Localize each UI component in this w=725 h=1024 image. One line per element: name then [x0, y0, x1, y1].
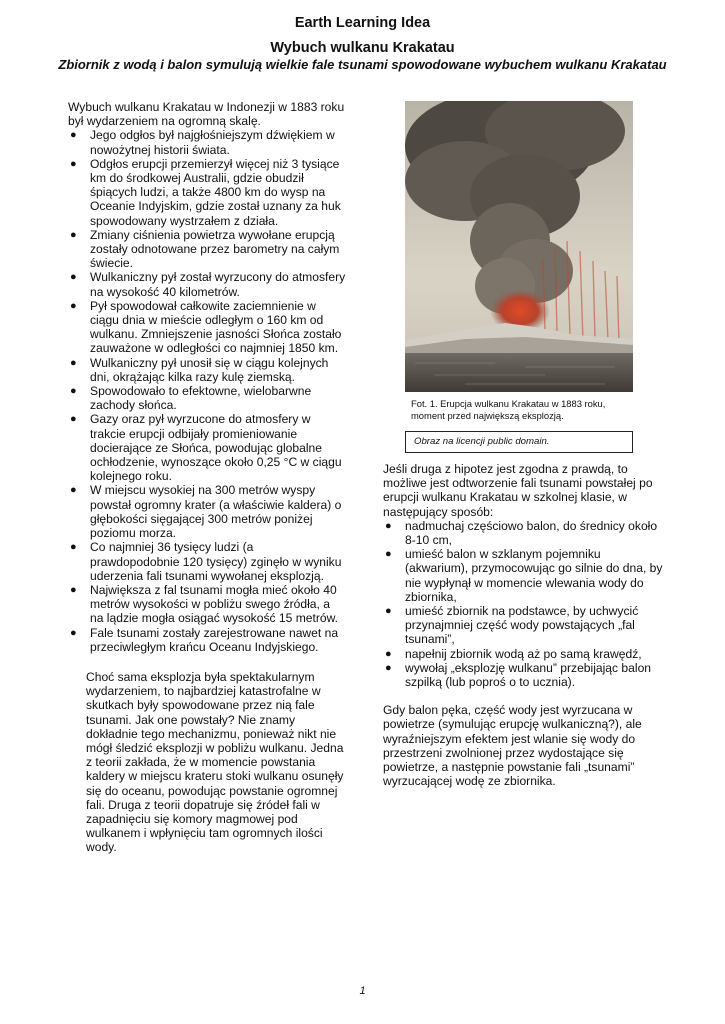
list-item: ● Wulkaniczny pył został wyrzucony do atmosfery na wysokość 40 kilometrów. — [70, 270, 346, 299]
organization-name: Earth Learning Idea — [294, 15, 431, 31]
list-item: ● umieść zbiornik na podstawce, by uchwycić przynajmniej część wody powstających „fal tsunami”, — [385, 604, 639, 647]
document-title: Wybuch wulkanu Krakatau — [270, 40, 455, 56]
list-item: ● Jego odgłos był najgłośniejszym dźwiękiem w nowożytnej historii świata. — [70, 128, 335, 157]
list-item: ● nadmuchaj częściowo balon, do średnicy około 8-10 cm, — [385, 518, 658, 548]
list-item: ● Fale tsunami zostały zarejestrowane nawet na przeciwległym krańcu Oceanu Indyjskiego. — [70, 625, 339, 654]
bullet-icon: ● — [70, 626, 77, 639]
bullet-icon: ● — [70, 271, 77, 284]
left-intro: Wybuch wulkanu Krakatau w Indonezji w 1883 roku był wydarzeniem na ogromną skalę. — [68, 100, 345, 129]
bullet-icon: ● — [70, 299, 77, 312]
bullet-icon: ● — [70, 228, 77, 241]
bullet-icon: ● — [70, 129, 77, 142]
bullet-icon: ● — [385, 548, 392, 561]
krakatau-eruption-image — [405, 101, 633, 392]
right-intro: Jeśli druga z hipotez jest zgodna z prawdą, to możliwe jest odtworzenie fali tsunami powstałej po erupcji wulkanu Krakatau w szkolnej klasie, w następujący sposób: — [383, 462, 653, 519]
left-column — [68, 100, 346, 855]
bullet-icon: ● — [385, 519, 392, 532]
figure-caption: Fot. 1. Erupcja wulkanu Krakatau w 1883 roku, moment przed największą eksplozją. — [411, 398, 606, 421]
list-item: ● Pył spowodował całkowite zaciemnienie w ciągu dnia w mieście odległym o 160 km od wulkanu. Zmniejszenie jasności Słońca zostało zauważone w odległości co najmniej 1850 km. — [70, 298, 342, 356]
bullet-icon: ● — [70, 157, 77, 170]
steps-list — [383, 519, 663, 689]
list-item: ● umieść balon w szklanym pojemniku (akwarium), przymocowując go silnie do dna, by nie wypłynął w momencie wlewania wody do zbiornika, — [385, 547, 663, 604]
list-item: ● Spowodowało to efektowne, wielobarwne zachody słońca. — [70, 384, 312, 413]
list-item: ● napełnij zbiornik wodą aż po samą krawędź, — [385, 646, 642, 661]
document-subtitle: Zbiornik z wodą i balon symulują wielkie fale tsunami spowodowane wybuchem wulkanu Krakatau — [58, 57, 667, 72]
license-box: Obraz na licencji public domain. — [405, 431, 633, 453]
facts-list — [68, 128, 346, 654]
bullet-icon: ● — [385, 647, 392, 660]
list-item: ● Co najmniej 36 tysięcy ludzi (a prawdopodobnie 120 tysięcy) zginęło w wyniku uderzenia fali tsunami wywołanej eksplozją. — [70, 540, 342, 583]
bullet-icon: ● — [70, 413, 77, 426]
bullet-icon: ● — [385, 605, 392, 618]
bullet-icon: ● — [70, 356, 77, 369]
bullet-icon: ● — [385, 661, 392, 674]
bullet-icon: ● — [70, 541, 77, 554]
right-paragraph-result: Gdy balon pęka, część wody jest wyrzucana w powietrze (symulując erupcję wulkaniczną?), ale wyraźniejszym efektem jest wlanie się wody do przestrzeni zwolnionej przez wydostające się powietrze, a następnie powstanie fali „tsunami” wyrzucającej wodę ze zbiornika. — [383, 703, 642, 789]
bullet-icon: ● — [70, 484, 77, 497]
left-paragraph-tsunami: Choć sama eksplozja była spektakularnym wydarzeniem, to najbardziej katastrofalne w skutkach były spowodowane przez nią fale tsunami. Jak one powstały? Nie znamy dokładnie tego mechanizmu, ponieważ nikt nie mógł śledzić eksplozji w pobliżu wulkanu. Jedna z teorii zakłada, że w momencie powstania kaldery w miejscu krateru stoki wulkanu osunęły się do oceanu, powodując powstanie ogromnej fali. Druga z teorii dopatruje się źródeł fali w zapadnięciu się komory magmowej pod wulkanem i wpłynięciu tam ogromnych ilości wody. — [86, 669, 344, 855]
list-item: ● Odgłos erupcji przemierzył więcej niż 3 tysiące km do środkowej Australii, gdzie obudził śpiących ludzi, a także 4800 km do wysp na Oceanie Indyjskim, gdzie został uznany za huk spowodowany wystrzałem z działa. — [70, 156, 341, 228]
page-header — [40, 14, 685, 73]
list-item: ● Największa z fal tsunami mogła mieć około 40 metrów wysokości w pobliżu swego źródła, a na lądzie mogła osiągać wysokość 15 metrów. — [70, 582, 339, 626]
bullet-icon: ● — [70, 385, 77, 398]
bullet-icon: ● — [70, 583, 77, 596]
list-item: ● W miejscu wysokiej na 300 metrów wyspy powstał ogromny krater (a właściwie kaldera) o głębokości sięgającej 300 metrów poniżej poziomu morza. — [70, 483, 342, 541]
list-item: ● Gazy oraz pył wyrzucone do atmosfery w trakcie erupcji odbijały promieniowanie docierające ze Słońca, powodując globalne ochłodzenie, wynoszące około 0,25 °C w ciągu kolejnego roku. — [70, 412, 342, 484]
list-item: ● Wulkaniczny pył unosił się w ciągu kolejnych dni, okrążając kilka razy kulę ziemską. — [70, 355, 329, 384]
list-item: ● wywołaj „eksplozję wulkanu” przebijając balon szpilką (lub poproś o to ucznia). — [385, 660, 652, 690]
right-column — [383, 462, 663, 788]
page-number: 1 — [359, 985, 366, 997]
list-item: ● Zmiany ciśnienia powietrza wywołane erupcją zostały odnotowane przez barometry na całym świecie. — [70, 227, 340, 271]
